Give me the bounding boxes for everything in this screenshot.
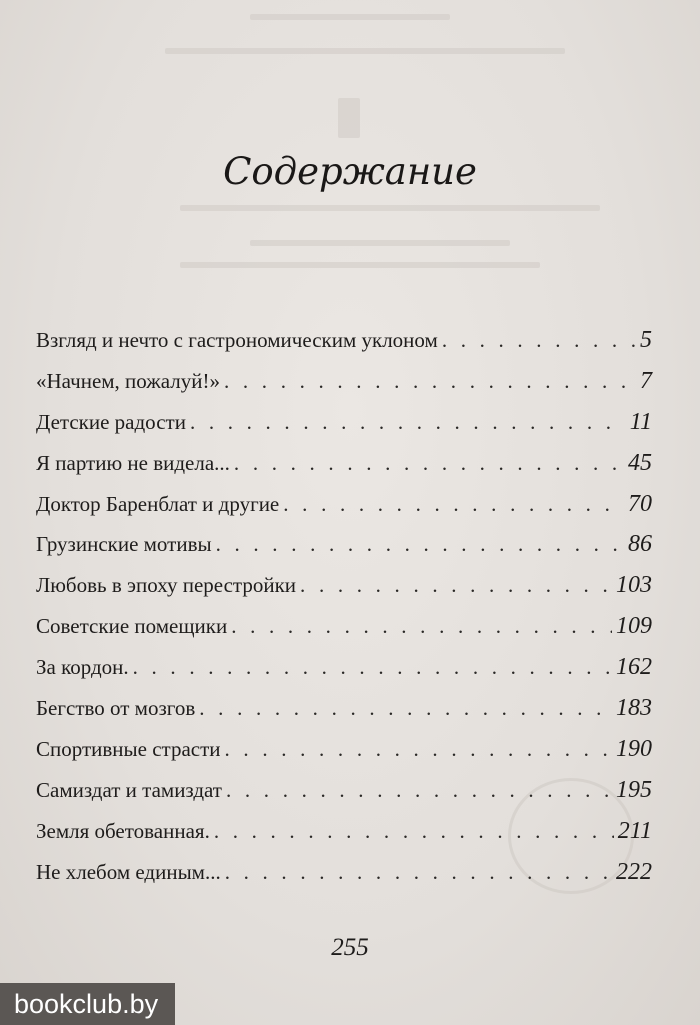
toc-dot-leader: [225, 852, 612, 893]
toc-entry-page: 222: [616, 858, 652, 885]
toc-entry: [36, 320, 652, 361]
bleed-through-mark: [338, 98, 360, 138]
toc-entry-title: Любовь в эпоху перестройки: [36, 573, 297, 598]
toc-entry: [36, 524, 652, 565]
toc-dot-leader: [283, 484, 624, 525]
toc-entry-title: Советские помещики: [36, 614, 228, 639]
toc-entry-page: 86: [628, 531, 652, 558]
toc-entry-title: Самиздат и тамиздат: [36, 777, 222, 802]
toc-entry-title: Бегство от мозгов: [36, 696, 196, 721]
toc-entry: [36, 606, 652, 647]
bleed-through-line: [165, 48, 565, 54]
bleed-through-line: [250, 14, 450, 20]
toc-entry: [36, 361, 652, 402]
toc-entry-title: Не хлебом единым...: [36, 859, 221, 884]
toc-entry-page: 103: [616, 572, 652, 599]
toc-entry: [36, 402, 652, 443]
toc-entry-page: 190: [616, 735, 652, 762]
toc-dot-leader: [226, 770, 612, 811]
toc-entry: [36, 770, 652, 811]
toc-entry: [36, 647, 652, 688]
toc-entry-page: 11: [629, 408, 652, 435]
toc-entry-page: 70: [628, 490, 652, 517]
toc-entry-title: Доктор Баренблат и другие: [36, 491, 280, 516]
watermark: bookclub.by: [0, 983, 175, 1025]
toc-dot-leader: [225, 729, 612, 770]
toc-entry-page: 109: [616, 613, 652, 640]
toc-dot-leader: [199, 688, 612, 729]
toc-dot-leader: [190, 402, 626, 443]
toc-entry-page: 5: [640, 327, 652, 353]
toc-entry-page: 195: [616, 776, 652, 803]
toc-entry-title: «Начнем, пожалуй!»: [36, 368, 220, 393]
toc-entry-title: Земля обетованная.: [36, 818, 210, 843]
page-number: 255: [331, 934, 369, 961]
toc-entry: [36, 443, 652, 484]
toc-entry-title: За кордон.: [36, 655, 129, 680]
toc-entry-title: Детские радости: [36, 409, 186, 434]
toc-entry: [36, 688, 652, 729]
toc-entry: [36, 565, 652, 606]
toc-entry: [36, 852, 652, 893]
toc-entry-page: 183: [616, 695, 652, 722]
toc-dot-leader: [231, 606, 612, 647]
toc-dot-leader: [442, 320, 636, 361]
table-of-contents: [36, 320, 652, 892]
toc-dot-leader: [133, 647, 612, 688]
toc-entry-title: Грузинские мотивы: [36, 532, 212, 557]
toc-dot-leader: [300, 565, 612, 606]
toc-entry-title: Взгляд и нечто с гастрономическим уклоном: [36, 328, 438, 352]
toc-dot-leader: [224, 361, 636, 402]
bleed-through-line: [250, 240, 510, 246]
toc-dot-leader: [234, 443, 624, 484]
toc-entry-page: 211: [617, 817, 652, 844]
toc-entry-page: 45: [628, 449, 652, 476]
bleed-through-line: [180, 205, 600, 211]
toc-dot-leader: [214, 811, 614, 852]
toc-entry-page: 162: [616, 654, 652, 681]
bleed-through-line: [180, 262, 540, 268]
toc-entry: [36, 484, 652, 525]
toc-entry: [36, 811, 652, 852]
toc-entry-title: Спортивные страсти: [36, 736, 221, 761]
toc-dot-leader: [216, 524, 624, 565]
toc-entry-page: 7: [640, 367, 652, 394]
toc-entry-title: Я партию не видела...: [36, 450, 230, 475]
toc-entry: [36, 729, 652, 770]
page-title: Содержание: [223, 150, 477, 193]
